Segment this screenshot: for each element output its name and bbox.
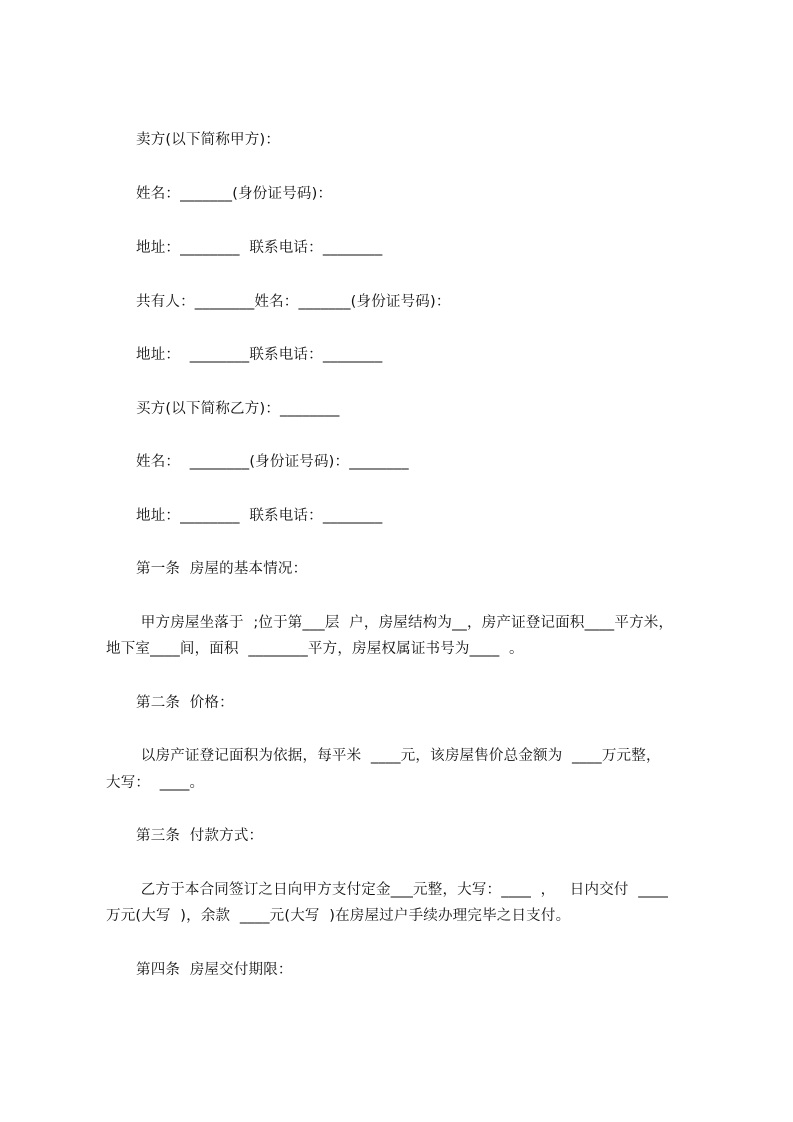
article-2-text-line-2: 大写： ____。 — [106, 775, 205, 791]
article-1-text-line-1: 甲方房屋坐落于 ;位于第___层 户，房屋结构为__，房产证登记面积____平方米， — [136, 615, 674, 631]
article-2-text-line-1: 以房产证登记面积为依据，每平米 ____元，该房屋售价总金额为 ____万元整， — [136, 748, 661, 764]
seller-heading: 卖方(以下简称甲方)： — [136, 132, 281, 148]
article-2-heading: 第二条 价格： — [136, 695, 234, 711]
article-1-text-line-2: 地下室____间，面积 ________平方，房屋权属证书号为____ 。 — [106, 641, 524, 657]
buyer-name-line: 姓名： ________(身份证号码)：________ — [136, 454, 409, 470]
co-owner-line: 共有人：________姓名：_______(身份证号码)： — [136, 294, 451, 310]
article-3-heading: 第三条 付款方式： — [136, 828, 264, 844]
article-1-heading: 第一条 房屋的基本情况： — [136, 561, 308, 577]
seller-name-line: 姓名：_______(身份证号码)： — [136, 186, 333, 202]
co-owner-address-line: 地址： ________联系电话：________ — [136, 347, 383, 363]
article-3-text-line-1: 乙方于本合同签订之日向甲方支付定金___元整，大写：____ ， 日内交付 ____ — [136, 882, 669, 898]
article-3-text-line-2: 万元(大写 )，余款 ____元(大写 )在房屋过户手续办理完毕之日支付。 — [106, 908, 571, 924]
buyer-heading: 买方(以下简称乙方)：________ — [136, 401, 340, 417]
seller-address-line: 地址：________ 联系电话：________ — [136, 240, 383, 256]
buyer-address-line: 地址：________ 联系电话：________ — [136, 508, 383, 524]
article-4-heading: 第四条 房屋交付期限： — [136, 962, 293, 978]
